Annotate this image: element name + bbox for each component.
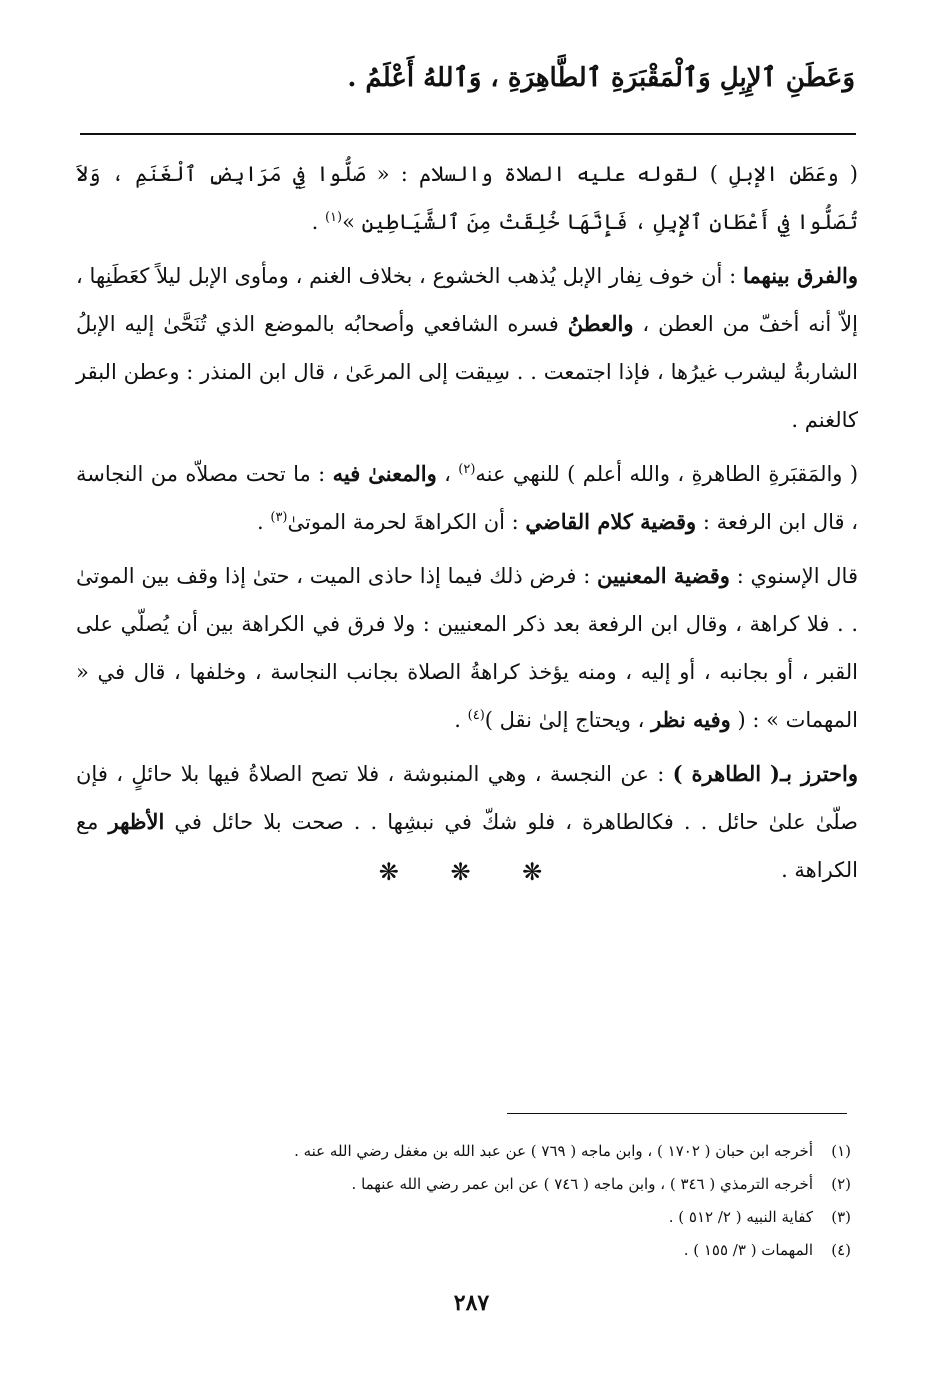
commentary-text: : ما تحت مصلاّه من النجاسة ، قال ابن الرفعة : [76, 462, 858, 534]
footnote-text: كفاية النبيه ( ٢/ ٥١٢ ) . [668, 1208, 813, 1226]
footnote-item [91, 1201, 851, 1234]
commentary-paragraph [76, 552, 858, 744]
bold-term: وفيه نظر [651, 707, 731, 732]
bold-term: والعطنُ [567, 311, 634, 336]
footnote-number: (١) [831, 1142, 851, 1160]
bold-term: والفرق بينهما [742, 263, 858, 288]
section-separator: ❋ ❋ ❋ [378, 858, 565, 886]
commentary-text: . [454, 708, 468, 732]
commentary-paragraph [76, 150, 858, 246]
matn-text: وَعَطَنِ ٱلإِبِلِ وَٱلْمَقْبَرَةِ ٱلطَّاهِرَةِ ، وَٱللهُ أَعْلَمُ . [347, 63, 855, 93]
commentary-text: ، [436, 462, 459, 486]
header-divider [80, 133, 856, 135]
footnote-number: (٣) [831, 1208, 851, 1226]
commentary-paragraph [76, 252, 858, 444]
footnote-number: (٢) [831, 1175, 851, 1193]
bold-term: وقضية المعنيين [597, 563, 730, 588]
commentary-paragraph [76, 450, 858, 546]
footnote-marker: (٢) [458, 462, 476, 477]
footnote-text: المهمات ( ٣/ ١٥٥ ) . [683, 1241, 813, 1259]
footnote-number: (٤) [831, 1241, 851, 1259]
commentary-text: . [311, 210, 325, 234]
commentary-text: : عن النجسة ، وهي المنبوشة ، فلا تصح الصلاةُ فيها بلا حائلٍ ، فإن صلّىٰ علىٰ حائل . . فكالطاهرة ، فلو شكّ في نبشِها . . صحت بلا حائل في [76, 762, 858, 834]
bold-term: والمعنىٰ فيه [332, 461, 437, 486]
commentary-text: ، ويحتاج إلىٰ نقل ) [484, 708, 652, 732]
commentary-text: مع الكراهة . [76, 810, 858, 882]
commentary-text: قال الإسنوي : [729, 564, 858, 588]
bold-term: واحترز بـ( الطاهرة ) [672, 761, 858, 786]
commentary-text: فسره الشافعي وأصحابُه بالموضع الذي تُنَحَّىٰ إليه الإبلُ الشاربةُ ليشرب غيرُها ، فإذا اجتمعت . . سِيقت إلى المرعَىٰ ، قال ابن المنذر : وعطن البقر كالغنم . [76, 312, 858, 432]
footnote-marker: (٤) [467, 708, 485, 723]
bold-term: الأظهر [108, 809, 165, 834]
commentary-text: : أن خوف نِفار الإبل يُذهب الخشوع ، بخلاف الغنم ، ومأوى الإبل ليلاً كعَطَنِها ، إلاّ أنه أخفّ من العطن ، [76, 264, 858, 336]
footnote-item [91, 1135, 851, 1168]
bold-term: وقضية كلام القاضي [525, 509, 697, 534]
commentary-text: : فرض ذلك فيما إذا حاذى الميت ، حتىٰ إذا وقف بين الموتىٰ . . فلا كراهة ، وقال ابن الرفعة بعد ذكر المعنيين : ولا فرق في الكراهة بين أن يُصلّي على القبر ، أو بجانبه ، أو إليه ، ومنه يؤخذ كراهةُ الصلاة بجانب النجاسة ، وخلفها ، قال في « المهمات » : ( [76, 564, 858, 732]
commentary-text: . [257, 510, 271, 534]
footnote-text: أخرجه الترمذي ( ٣٤٦ ) ، وابن ماجه ( ٧٤٦ ) عن ابن عمر رضي الله عنهما . [351, 1175, 813, 1193]
commentary-body [76, 150, 858, 894]
footnote-divider [507, 1113, 847, 1114]
commentary-text: : أن الكراهةَ لحرمة الموتىٰ [287, 510, 526, 534]
footnotes [91, 1135, 851, 1267]
footnote-marker: (١) [324, 210, 343, 225]
footnote-text: أخرجه ابن حبان ( ١٧٠٢ ) ، وابن ماجه ( ٧٦٩ ) عن عبد الله بن مغفل رضي الله عنه . [294, 1142, 813, 1160]
commentary-text: ( والمَقبَرةِ الطاهرةِ ، والله أعلم ) للنهي عنه [475, 462, 859, 486]
footnote-item [91, 1168, 851, 1201]
footnote-marker: (٣) [270, 510, 288, 525]
footnote-item [91, 1234, 851, 1267]
page-number: ٢٨٧ [453, 1290, 490, 1316]
commentary-text: ( وعَطَنِ الإبلِ ) لقوله عليه الصلاة والسلام : « صَلُّوا فِي مَرَابِضِ ٱلْغَنَمِ ، وَلاَ تُصَلُّوا فِي أَعْطَانِ ٱلإِبِلِ ، فَإِنَّهَا خُلِقَتْ مِنَ ٱلشَّيَاطِينِ » [76, 162, 858, 234]
